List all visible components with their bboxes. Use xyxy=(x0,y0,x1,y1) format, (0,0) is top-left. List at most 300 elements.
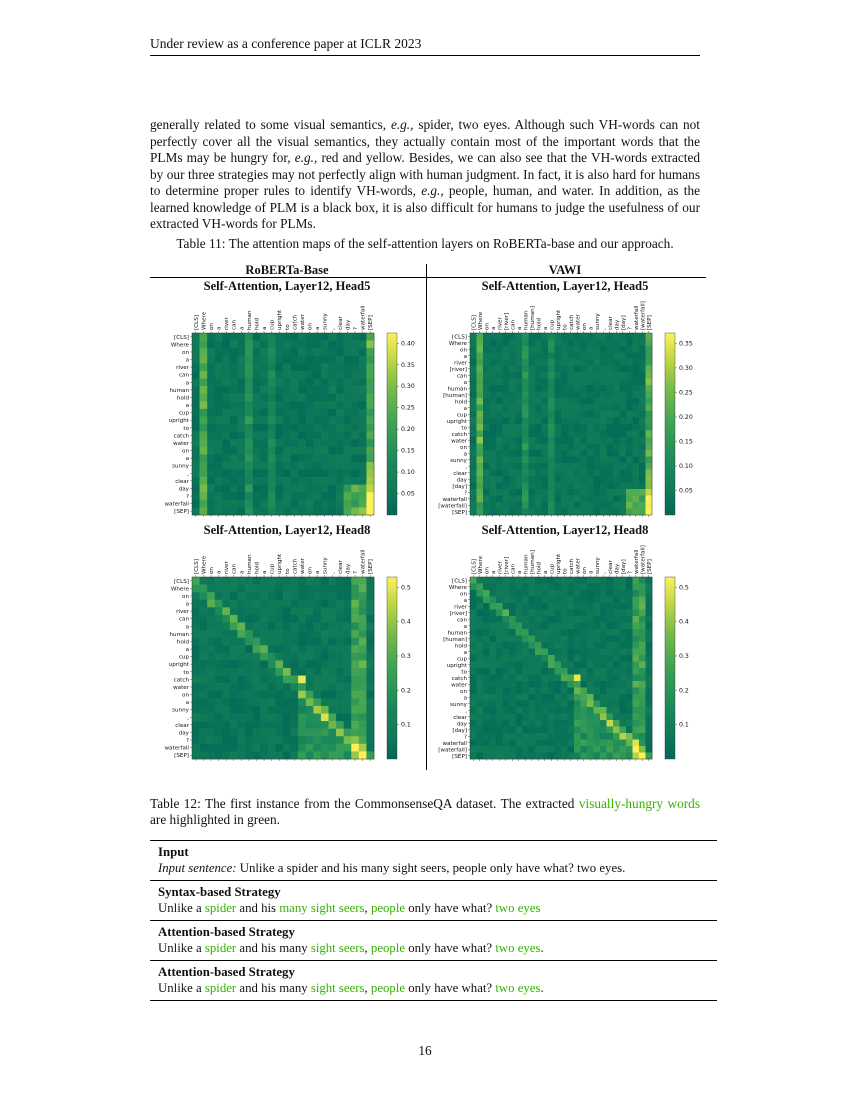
heatmap-cell xyxy=(344,660,352,668)
heatmap-cell xyxy=(336,401,344,409)
heatmap-cell xyxy=(542,379,549,386)
heatmap-cell xyxy=(568,392,575,399)
row-token-label: river xyxy=(176,609,189,616)
heatmap-cell xyxy=(496,366,503,373)
heatmap-cell xyxy=(496,720,503,727)
heatmap-cell xyxy=(568,636,575,643)
heatmap-cell xyxy=(483,597,490,604)
heatmap-cell xyxy=(275,729,283,737)
heatmap-cell xyxy=(522,707,529,714)
row-token-label: catch xyxy=(173,677,189,684)
heatmap-cell xyxy=(192,477,200,485)
heatmap-cell xyxy=(607,392,614,399)
heatmap-cell xyxy=(613,694,620,701)
heatmap-cell xyxy=(600,733,607,740)
heatmap-cell xyxy=(561,675,568,682)
heatmap-cell xyxy=(321,691,329,699)
colorbar-tick-label: 0.10 xyxy=(401,469,415,477)
heatmap-cell xyxy=(222,356,230,364)
panel-title: Self-Attention, Layer12, Head8 xyxy=(481,523,649,537)
heatmap-cell xyxy=(321,736,329,744)
heatmap-cell xyxy=(351,721,359,729)
heatmap-cell xyxy=(522,733,529,740)
heatmap-cell xyxy=(306,706,314,714)
heatmap-cell xyxy=(200,470,208,478)
heatmap-cell xyxy=(200,592,208,600)
heatmap-cell xyxy=(245,698,253,706)
heatmap-cell xyxy=(291,706,299,714)
heatmap-cell xyxy=(359,500,367,508)
heatmap-cell xyxy=(283,507,291,515)
heatmap-cell xyxy=(344,615,352,623)
heatmap-cell xyxy=(529,496,536,503)
heatmap-cell xyxy=(275,698,283,706)
heatmap-cell xyxy=(548,623,555,630)
heatmap-cell xyxy=(298,714,306,722)
column-token-label: on xyxy=(581,567,588,574)
heatmap-cell xyxy=(215,585,223,593)
heatmap-cell xyxy=(555,385,562,392)
heatmap-cell xyxy=(222,691,230,699)
heatmap-cell xyxy=(574,366,581,373)
heatmap-cell xyxy=(496,502,503,509)
heatmap-cell xyxy=(366,630,374,638)
heatmap-cell xyxy=(477,740,484,747)
heatmap-cell xyxy=(600,642,607,649)
heatmap-cell xyxy=(366,607,374,615)
heatmap-cell xyxy=(613,496,620,503)
column-token-label: a xyxy=(588,570,595,574)
heatmap-cell xyxy=(639,392,646,399)
heatmap-cell xyxy=(516,366,523,373)
heatmap-cell xyxy=(275,751,283,759)
heatmap-cell xyxy=(613,346,620,353)
heatmap-cell xyxy=(260,492,268,500)
heatmap-cell xyxy=(509,366,516,373)
heatmap-cell xyxy=(613,610,620,617)
heatmap-cell xyxy=(490,707,497,714)
heatmap-cell xyxy=(344,729,352,737)
heatmap-cell xyxy=(306,470,314,478)
heatmap-cell xyxy=(336,714,344,722)
heatmap-cell xyxy=(626,590,633,597)
heatmap-cell xyxy=(574,470,581,477)
heatmap-cell xyxy=(245,386,253,394)
column-token-label: ? xyxy=(627,327,634,330)
colorbar-tick-label: 0.3 xyxy=(401,652,411,660)
heatmap-cell xyxy=(268,691,276,699)
heatmap-cell xyxy=(594,398,601,405)
heatmap-cell xyxy=(600,584,607,591)
heatmap-cell xyxy=(238,454,246,462)
heatmap-cell xyxy=(306,409,314,417)
heatmap-cell xyxy=(222,600,230,608)
heatmap-cell xyxy=(306,615,314,623)
heatmap-cell xyxy=(230,356,238,364)
heatmap-cell xyxy=(542,720,549,727)
heatmap-cell xyxy=(490,496,497,503)
heatmap-cell xyxy=(200,341,208,349)
heatmap-cell xyxy=(470,398,477,405)
heatmap-cell xyxy=(626,444,633,451)
heatmap-cell xyxy=(555,597,562,604)
heatmap-cell xyxy=(626,610,633,617)
heatmap-cell xyxy=(260,706,268,714)
heatmap-cell xyxy=(268,409,276,417)
strategy-row xyxy=(150,921,717,960)
heatmap-cell xyxy=(620,424,627,431)
heatmap-cell xyxy=(275,668,283,676)
heatmap-cell xyxy=(646,359,653,366)
heatmap-cell xyxy=(483,346,490,353)
row-token-label: [river] xyxy=(449,366,467,373)
heatmap-cell xyxy=(587,675,594,682)
heatmap-cell xyxy=(329,386,337,394)
heatmap-cell xyxy=(633,577,640,584)
heatmap-cell xyxy=(313,592,321,600)
heatmap-cell xyxy=(291,729,299,737)
heatmap-cell xyxy=(238,600,246,608)
heatmap-cell xyxy=(192,691,200,699)
figure-divider xyxy=(426,264,427,770)
heatmap-cell xyxy=(522,649,529,656)
heatmap-cell xyxy=(516,476,523,483)
figure-header-rule xyxy=(150,277,706,278)
heatmap-cell xyxy=(535,450,542,457)
heatmap-cell xyxy=(283,668,291,676)
heatmap-cell xyxy=(568,398,575,405)
text-run: Unlike a xyxy=(158,941,205,955)
heatmap-cell xyxy=(555,733,562,740)
heatmap-cell xyxy=(483,431,490,438)
heatmap-cell xyxy=(600,577,607,584)
heatmap-cell xyxy=(555,372,562,379)
heatmap-cell xyxy=(574,610,581,617)
heatmap-cell xyxy=(503,662,510,669)
heatmap-cell xyxy=(366,371,374,379)
heatmap-cell xyxy=(238,706,246,714)
heatmap-cell xyxy=(522,610,529,617)
heatmap-cell xyxy=(607,740,614,747)
heatmap-cell xyxy=(298,424,306,432)
heatmap-cell xyxy=(477,450,484,457)
heatmap-cell xyxy=(283,607,291,615)
heatmap-cell xyxy=(351,585,359,593)
heatmap-cell xyxy=(215,600,223,608)
heatmap-cell xyxy=(200,416,208,424)
heatmap-cell xyxy=(313,447,321,455)
heatmap-cell xyxy=(192,645,200,653)
heatmap-cell xyxy=(529,681,536,688)
heatmap-cell xyxy=(522,359,529,366)
heatmap-cell xyxy=(561,603,568,610)
colorbar-tick-label: 0.2 xyxy=(401,687,411,695)
heatmap-cell xyxy=(245,751,253,759)
heatmap-cell xyxy=(509,509,516,516)
heatmap-cell xyxy=(470,603,477,610)
heatmap-cell xyxy=(230,507,238,515)
heatmap-cell xyxy=(313,500,321,508)
heatmap-cell xyxy=(207,668,215,676)
heatmap-cell xyxy=(313,645,321,653)
heatmap-cell xyxy=(313,386,321,394)
heatmap-cell xyxy=(351,424,359,432)
heatmap-cell xyxy=(470,636,477,643)
heatmap-cell xyxy=(260,668,268,676)
heatmap-cell xyxy=(496,662,503,669)
heatmap-cell xyxy=(626,629,633,636)
heatmap-cell xyxy=(291,379,299,387)
heatmap-cell xyxy=(561,733,568,740)
heatmap-cell xyxy=(477,366,484,373)
heatmap-cell xyxy=(561,450,568,457)
heatmap-cell xyxy=(639,340,646,347)
heatmap-cell xyxy=(477,411,484,418)
heatmap-cell xyxy=(329,668,337,676)
heatmap-cell xyxy=(496,727,503,734)
heatmap-cell xyxy=(253,507,261,515)
column-token-label: upright xyxy=(277,309,284,330)
heatmap-cell xyxy=(581,603,588,610)
text-run: , xyxy=(364,901,371,915)
heatmap-cell xyxy=(522,405,529,412)
heatmap-cell xyxy=(230,744,238,752)
row-token-label: a xyxy=(185,601,189,608)
row-token-label: on xyxy=(460,347,467,354)
heatmap-cell xyxy=(253,500,261,508)
row-token-label: river xyxy=(176,365,189,372)
heatmap-cell xyxy=(594,476,601,483)
row-token-label: sunny xyxy=(450,457,467,464)
heatmap-cell xyxy=(594,353,601,360)
heatmap-cell xyxy=(613,385,620,392)
heatmap-cell xyxy=(238,371,246,379)
heatmap-cell xyxy=(321,485,329,493)
heatmap-cell xyxy=(313,492,321,500)
heatmap-cell xyxy=(626,740,633,747)
heatmap-cell xyxy=(207,600,215,608)
heatmap-cell xyxy=(561,662,568,669)
column-token-label: a xyxy=(239,326,246,330)
heatmap-cell xyxy=(568,649,575,656)
heatmap-cell xyxy=(574,694,581,701)
row-token-label: a xyxy=(463,405,467,412)
input-sentence: Unlike a spider and his many sight seers, people only have what? two eyes. xyxy=(236,861,626,875)
heatmap-cell xyxy=(620,431,627,438)
heatmap-cell xyxy=(253,492,261,500)
heatmap-cell xyxy=(646,398,653,405)
heatmap-cell xyxy=(587,616,594,623)
heatmap-cell xyxy=(207,630,215,638)
heatmap-cell xyxy=(230,492,238,500)
heatmap-cell xyxy=(503,431,510,438)
heatmap-cell xyxy=(477,636,484,643)
heatmap-cell xyxy=(245,736,253,744)
heatmap-cell xyxy=(613,636,620,643)
colorbar xyxy=(665,577,675,759)
heatmap-cell xyxy=(639,398,646,405)
heatmap-cell xyxy=(516,392,523,399)
heatmap-cell xyxy=(613,753,620,760)
heatmap-cell xyxy=(568,714,575,721)
heatmap-cell xyxy=(542,642,549,649)
heatmap-cell xyxy=(522,603,529,610)
heatmap-cell xyxy=(600,509,607,516)
heatmap-cell xyxy=(470,489,477,496)
heatmap-cell xyxy=(483,623,490,630)
heatmap-cell xyxy=(336,645,344,653)
heatmap-cell xyxy=(561,470,568,477)
heatmap-cell xyxy=(268,653,276,661)
heatmap-cell xyxy=(207,341,215,349)
heatmap-cell xyxy=(329,379,337,387)
heatmap-cell xyxy=(633,418,640,425)
heatmap-cell xyxy=(529,649,536,656)
heatmap-cell xyxy=(542,636,549,643)
heatmap-cell xyxy=(626,457,633,464)
heatmap-cell xyxy=(230,751,238,759)
heatmap-cell xyxy=(594,509,601,516)
heatmap-cell xyxy=(238,721,246,729)
heatmap-cell xyxy=(529,655,536,662)
column-token-label: ? xyxy=(353,327,360,330)
heatmap-cell xyxy=(336,706,344,714)
heatmap-cell xyxy=(306,485,314,493)
heatmap-cell xyxy=(509,727,516,734)
colorbar-tick-label: 0.05 xyxy=(401,490,415,498)
heatmap-cell xyxy=(613,733,620,740)
heatmap-cell xyxy=(555,379,562,386)
row-token-label: ? xyxy=(186,494,189,501)
heatmap-cell xyxy=(594,714,601,721)
heatmap-cell xyxy=(329,698,337,706)
heatmap-cell xyxy=(268,341,276,349)
heatmap-cell xyxy=(496,629,503,636)
row-token-label: a xyxy=(463,597,467,604)
heatmap-cell xyxy=(574,649,581,656)
input-row xyxy=(150,841,717,880)
heatmap-cell xyxy=(522,727,529,734)
heatmap-cell xyxy=(568,509,575,516)
heatmap-cell xyxy=(561,372,568,379)
heatmap-cell xyxy=(607,623,614,630)
heatmap-cell xyxy=(192,439,200,447)
heatmap-cell xyxy=(503,385,510,392)
row-token-label: a xyxy=(463,379,467,386)
heatmap-cell xyxy=(268,736,276,744)
heatmap-cell xyxy=(336,729,344,737)
heatmap-cell xyxy=(568,379,575,386)
heatmap-cell xyxy=(581,424,588,431)
heatmap-cell xyxy=(620,372,627,379)
heatmap-cell xyxy=(516,675,523,682)
heatmap-cell xyxy=(207,371,215,379)
heatmap-cell xyxy=(321,676,329,684)
heatmap-cell xyxy=(483,353,490,360)
heatmap-cell xyxy=(529,359,536,366)
heatmap-cell xyxy=(594,733,601,740)
heatmap-cell xyxy=(207,394,215,402)
heatmap-cell xyxy=(574,405,581,412)
heatmap-cell xyxy=(222,668,230,676)
heatmap-cell xyxy=(483,405,490,412)
heatmap-cell xyxy=(238,645,246,653)
heatmap-cell xyxy=(483,707,490,714)
heatmap-cell xyxy=(509,616,516,623)
heatmap-cell xyxy=(503,457,510,464)
heatmap-cell xyxy=(503,616,510,623)
column-token-label: waterfall xyxy=(360,549,367,574)
heatmap-cell xyxy=(503,333,510,340)
heatmap-cell xyxy=(298,736,306,744)
column-token-label: ? xyxy=(353,571,360,574)
panel-title: Self-Attention, Layer12, Head5 xyxy=(203,279,371,293)
heatmap-cell xyxy=(626,418,633,425)
heatmap-cell xyxy=(207,348,215,356)
heatmap-cell xyxy=(503,577,510,584)
heatmap-cell xyxy=(200,424,208,432)
heatmap-cell xyxy=(192,744,200,752)
heatmap-cell xyxy=(215,348,223,356)
heatmap-cell xyxy=(490,603,497,610)
heatmap-cell xyxy=(594,662,601,669)
heatmap-cell xyxy=(260,630,268,638)
header-rule xyxy=(150,55,700,56)
heatmap-cell xyxy=(600,496,607,503)
heatmap-cell xyxy=(529,610,536,617)
text-run: Unlike a xyxy=(158,981,205,995)
heatmap-cell xyxy=(516,379,523,386)
heatmap-cell xyxy=(529,623,536,630)
heatmap-cell xyxy=(470,577,477,584)
heatmap-cell xyxy=(477,353,484,360)
heatmap-cell xyxy=(607,450,614,457)
heatmap-cell xyxy=(542,662,549,669)
heatmap-cell xyxy=(291,333,299,341)
heatmap-cell xyxy=(587,681,594,688)
heatmap-cell xyxy=(613,577,620,584)
heatmap-cell xyxy=(207,683,215,691)
heatmap-cell xyxy=(329,615,337,623)
heatmap-cell xyxy=(192,706,200,714)
heatmap-cell xyxy=(548,720,555,727)
heatmap-cell xyxy=(516,597,523,604)
heatmap-cell xyxy=(253,706,261,714)
row-token-label: clear xyxy=(453,470,467,477)
heatmap-cell xyxy=(253,356,261,364)
heatmap-cell xyxy=(503,476,510,483)
heatmap-cell xyxy=(192,492,200,500)
heatmap-cell xyxy=(633,359,640,366)
row-heading: Attention-based Strategy xyxy=(158,925,295,939)
heatmap-cell xyxy=(283,653,291,661)
heatmap-cell xyxy=(359,698,367,706)
column-token-label: sunny xyxy=(594,557,601,574)
heatmap-cell xyxy=(291,507,299,515)
heatmap-cell xyxy=(646,457,653,464)
colorbar-tick-label: 0.25 xyxy=(401,404,415,412)
column-token-label: clear xyxy=(607,560,614,574)
heatmap-cell xyxy=(646,353,653,360)
heatmap-cell xyxy=(607,411,614,418)
heatmap-cell xyxy=(607,470,614,477)
heatmap-cell xyxy=(542,675,549,682)
heatmap-cell xyxy=(321,653,329,661)
heatmap-cell xyxy=(253,751,261,759)
heatmap-cell xyxy=(529,688,536,695)
heatmap-cell xyxy=(490,629,497,636)
heatmap-cell xyxy=(470,444,477,451)
